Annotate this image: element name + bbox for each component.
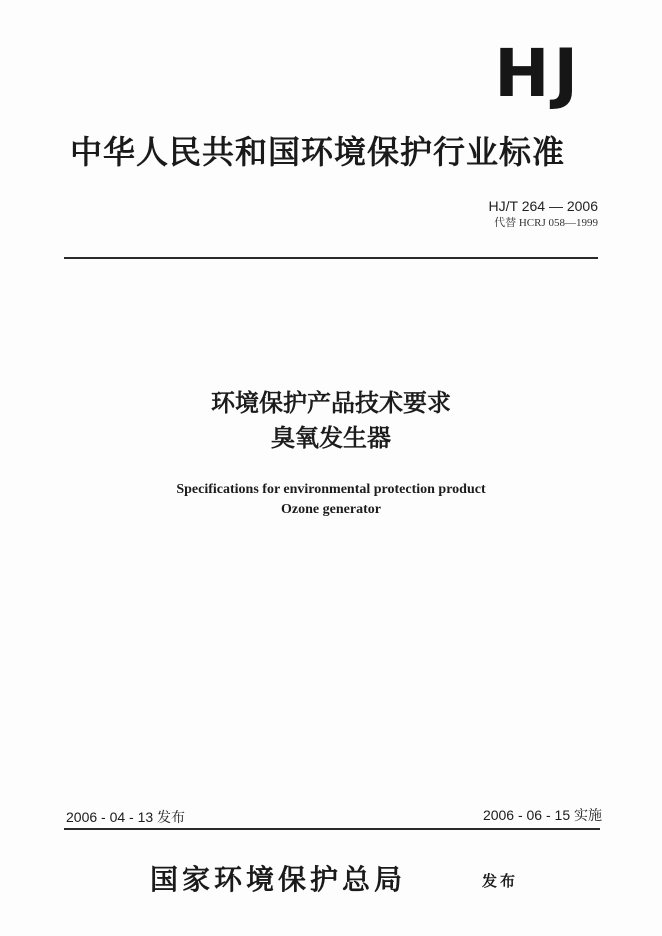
bottom-divider — [64, 828, 600, 830]
document-title-cn-line1: 环境保护产品技术要求 — [211, 389, 451, 417]
hj-logo: HJ — [494, 35, 582, 112]
replaces-standard: 代替 HCRJ 058—1999 — [494, 217, 598, 229]
standard-category-title: 中华人民共和国环境保护行业标准 — [70, 133, 566, 171]
document-title-en-line2: Ozone generator — [281, 502, 381, 517]
issuing-authority: 国家环境保护总局 — [150, 863, 407, 896]
implementation-date: 2006 - 06 - 15 实施 — [482, 807, 602, 823]
standard-number: HJ/T 264 — 2006 — [488, 198, 598, 214]
issue-date: 2006 - 04 - 13 发布 — [66, 809, 186, 825]
document-title-cn-line2: 臭氧发生器 — [271, 424, 391, 452]
document-title-en-line1: Specifications for environmental protection product — [176, 482, 486, 497]
top-divider — [64, 257, 598, 259]
issuing-label: 发布 — [482, 872, 519, 890]
